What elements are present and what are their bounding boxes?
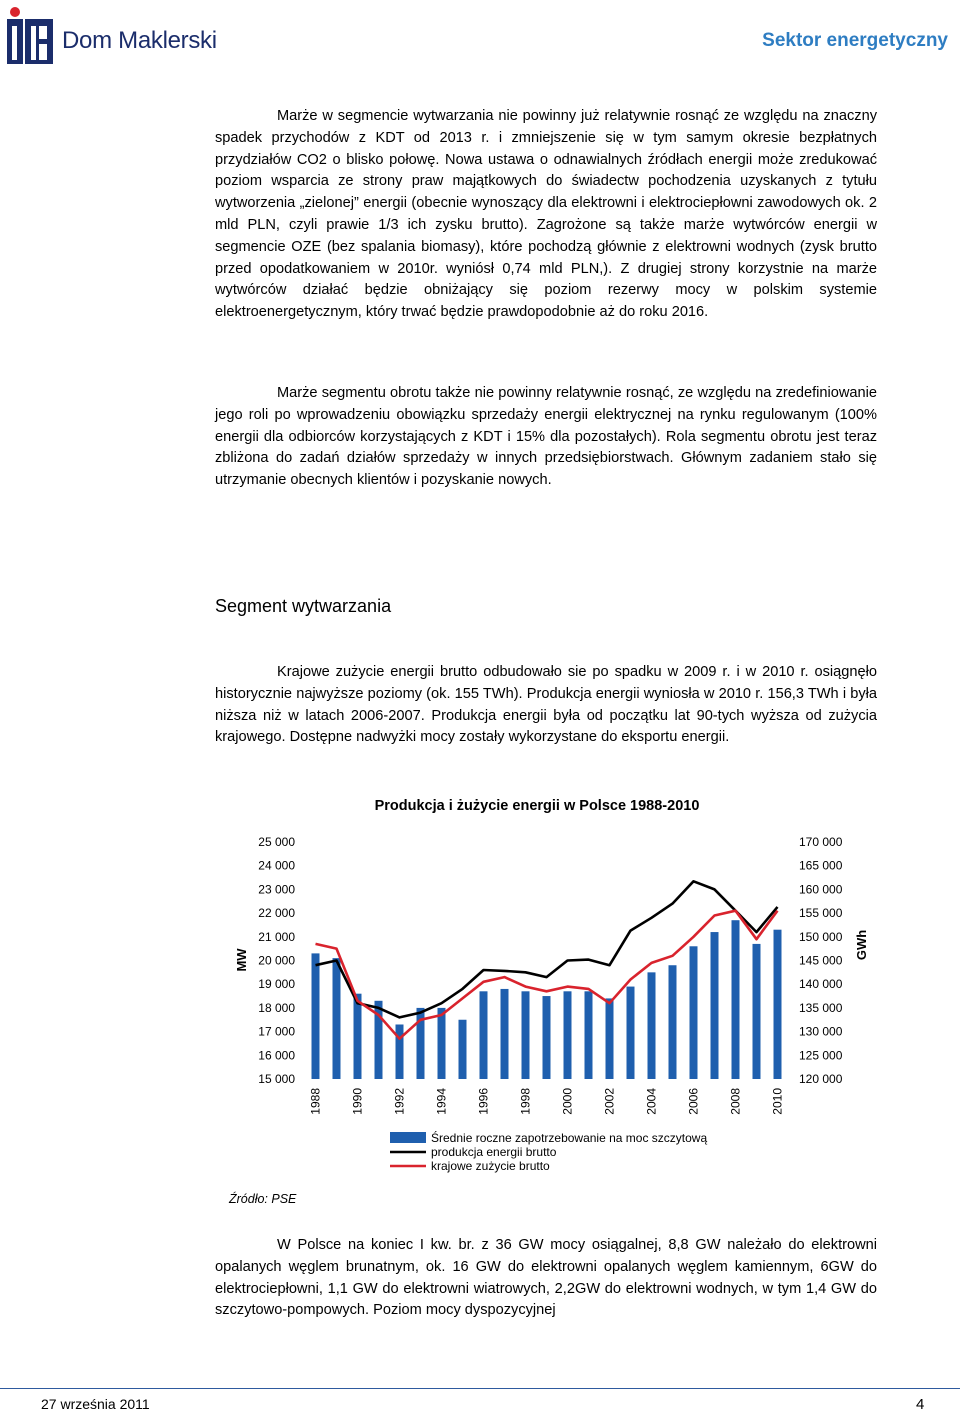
chart-bar — [585, 991, 593, 1079]
y2-tick-label: 150 000 — [799, 929, 843, 944]
chart-bar — [627, 987, 635, 1079]
y2-tick-label: 170 000 — [799, 835, 843, 849]
paragraph-text: Krajowe zużycie energii brutto odbudowało sie po spadku w 2009 r. i w 2010 r. osiągnęło historycznie najwyższe poziomy (ok. 155 TWh). Produkcja energii wyniosła w 2010 r. 156,3 TWh i była niższa niż w latach 2006-2007. Produkcja energii była od początku lat 90-tych wyższa od zużycia krajowego. Dostępne nadwyżki mocy zostały wykorzystane do eksportu energii. — [215, 664, 877, 746]
page-number: 4 — [916, 1396, 925, 1413]
y-tick-label: 20 000 — [258, 953, 295, 968]
section-heading: Segment wytwarzania — [215, 596, 392, 616]
y2-tick-label: 125 000 — [799, 1048, 843, 1063]
x-tick-label: 1996 — [476, 1088, 491, 1115]
y2-tick-label: 160 000 — [799, 882, 843, 897]
x-tick-label: 1994 — [434, 1088, 449, 1115]
y2-tick-label: 140 000 — [799, 977, 843, 992]
footer-divider — [0, 1388, 960, 1389]
chart-bar — [459, 1020, 467, 1079]
x-tick-label: 1988 — [308, 1088, 323, 1115]
x-tick-label: 1990 — [350, 1088, 365, 1115]
chart-bar — [480, 991, 488, 1079]
y-tick-label: 16 000 — [258, 1048, 295, 1063]
chart-bar — [354, 994, 362, 1079]
chart-bar — [753, 944, 761, 1079]
chart-title: Produkcja i żużycie energii w Polsce 1988-2010 — [374, 798, 700, 814]
paragraph-capacity — [215, 1235, 877, 1322]
chart-bar — [564, 991, 572, 1079]
legend-bar-swatch — [390, 1132, 426, 1143]
chart-bar — [396, 1024, 404, 1079]
brand-name: Dom Maklerski — [62, 27, 217, 54]
chart-bar — [774, 930, 782, 1079]
y2-tick-label: 130 000 — [799, 1024, 843, 1039]
footer-date: 27 września 2011 — [41, 1396, 150, 1412]
x-tick-label: 2006 — [686, 1088, 701, 1115]
pko-logo-icon — [4, 6, 56, 66]
y2-tick-label: 155 000 — [799, 906, 843, 921]
chart-bar — [438, 1008, 446, 1079]
paragraph-text: W Polsce na koniec I kw. br. z 36 GW mocy osiągalnej, 8,8 GW należało do elektrowni opalanych węglem brunatnym, ok. 16 GW do elektrowni opalanych węglem kamiennym, 6GW do elektrociepłowni, 1,1 GW do elektrowni wiatrowych, 2,2GW do elektrowni wodnych, w tym 1,4 GW do szczytowo-pompowych. Poziom mocy dyspozycyjnej — [215, 1237, 877, 1319]
chart-bar — [648, 972, 656, 1079]
x-tick-label: 2010 — [770, 1088, 785, 1115]
paragraph-text: Marże segmentu obrotu także nie powinny relatywnie rosnąć, ze względu na zredefiniowanie jego roli po wprowadzeniu obowiązku sprzedaży energii elektrycznej na rynku regulowanym (100% energii dla odbiorców korzystających z KDT i 15% dla pozostałych). Rola segmentu obrotu jest teraz zbliżona do zadań działów sprzedaży w innych przedsiębiorstwach. Głównym zadaniem stało się utrzymanie obecnych klientów i pozyskanie nowych. — [215, 385, 877, 489]
energy-chart — [0, 790, 960, 1190]
y-tick-label: 18 000 — [258, 1000, 295, 1015]
chart-bar — [732, 920, 740, 1079]
legend-consumption-label: krajowe zużycie brutto — [431, 1159, 550, 1173]
y-tick-label: 17 000 — [258, 1024, 295, 1039]
y-tick-label: 23 000 — [258, 882, 295, 897]
y2-axis-label: GWh — [854, 929, 869, 961]
section-title: Sektor energetyczny — [762, 30, 948, 51]
chart-bar — [711, 932, 719, 1079]
source-note: Źródło: PSE — [229, 1192, 297, 1206]
paragraph-consumption — [215, 662, 877, 749]
chart-bar — [690, 946, 698, 1079]
x-tick-label: 2004 — [644, 1088, 659, 1115]
chart-bar — [543, 996, 551, 1079]
y-tick-label: 25 000 — [258, 835, 295, 849]
legend-production-label: produkcja energii brutto — [431, 1145, 557, 1159]
chart-bar — [606, 998, 614, 1079]
y-axis-label: MW — [234, 948, 249, 972]
x-tick-label: 1998 — [518, 1088, 533, 1115]
chart-bar — [501, 989, 509, 1079]
page-header — [0, 0, 960, 75]
chart-bar — [312, 953, 320, 1079]
x-tick-label: 2002 — [602, 1088, 617, 1115]
y-tick-label: 15 000 — [258, 1072, 295, 1086]
y2-tick-label: 165 000 — [799, 858, 843, 873]
chart-bar — [333, 958, 341, 1079]
y-tick-label: 22 000 — [258, 906, 295, 921]
paragraph-trade — [215, 383, 877, 492]
y2-tick-label: 135 000 — [799, 1000, 843, 1015]
y2-tick-label: 120 000 — [799, 1072, 843, 1086]
chart-bar — [669, 965, 677, 1079]
paragraph-text: Marże w segmencie wytwarzania nie powinny już relatywnie rosnąć ze względu na znaczny spadek przychodów z KDT od 2013 r. i zmniejszenie się w tym samym okresie bezpłatnych przydziałów CO2 o blisko połowę. Nowa ustawa o odnawialnych źródłach energii może zredukować poziom wsparcia ze strony praw majątkowych do świadectw pochodzenia uzyskanych z tytułu wytworzenia „zielonej” energii (obecnie wynoszący dla elektrowni i elektrociepłowni zawodowych ok. 2 mld PLN, czyli prawie 1/3 ich zysku brutto). Zagrożone są także marże wytwórców energii w segmencie OZE (bez spalania biomasy), które pochodzą głównie z elektrowni wodnych (zysk brutto przed opodatkowaniem w 2010r. wyniósł 0,74 mld PLN,). Z drugiej strony korzystnie na marże wytwórców działać będzie obniżający się poziom rezerwy mocy w polskim systemie elektroenergetycznym, który trwać będzie prawdopodobnie aż do roku 2016. — [215, 108, 877, 321]
x-tick-label: 2000 — [560, 1088, 575, 1115]
chart-bar — [522, 991, 530, 1079]
y2-tick-label: 145 000 — [799, 953, 843, 968]
legend-bar-label: Średnie roczne zapotrzebowanie na moc szczytową — [431, 1131, 708, 1145]
x-tick-label: 1992 — [392, 1088, 407, 1115]
y-tick-label: 19 000 — [258, 977, 295, 992]
paragraph-margins — [215, 106, 877, 324]
y-tick-label: 24 000 — [258, 858, 295, 873]
y-tick-label: 21 000 — [258, 929, 295, 944]
x-tick-label: 2008 — [728, 1088, 743, 1115]
